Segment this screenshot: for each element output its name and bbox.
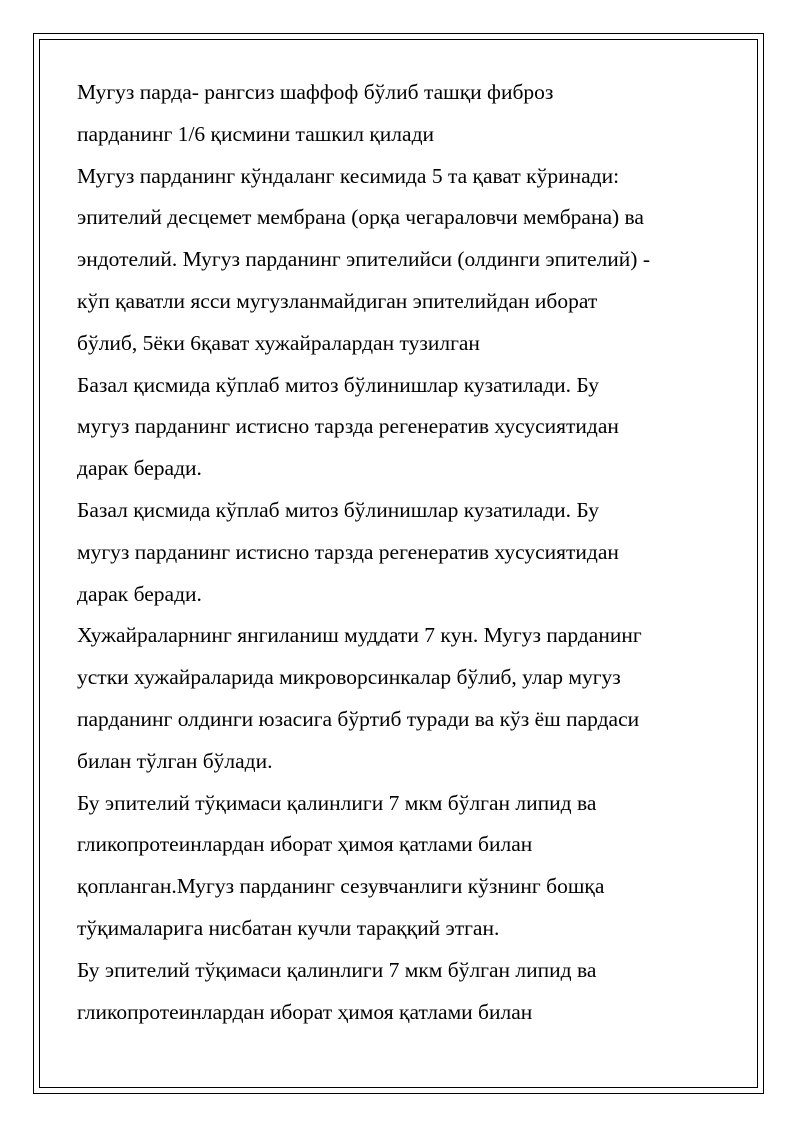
text-line: парданинг 1/6 қисмини ташкил қилади bbox=[77, 121, 435, 146]
text-line: дарак беради. bbox=[77, 456, 202, 481]
text-line: Мугуз парданинг кўндаланг кесимида 5 та қават кўринади: bbox=[77, 163, 620, 188]
text-line: бўлиб, 5ёки 6қават хужайралардан тузилган bbox=[77, 330, 480, 355]
text-line: мугуз парданинг истисно тарзда регенератив хусусиятидан bbox=[77, 414, 619, 439]
text-line: мугуз парданинг истисно тарзда регенератив хусусиятидан bbox=[77, 539, 619, 564]
text-line: эпителий десцемет мембрана (орқа чегараловчи мембрана) ва bbox=[77, 205, 644, 230]
text-line: Базал қисмида кўплаб митоз бўлинишлар кузатилади. Бу bbox=[77, 497, 599, 522]
text-line: устки хужайраларида микроворсинкалар бўлиб, улар мугуз bbox=[77, 665, 621, 690]
text-line: қопланган.Мугуз парданинг сезувчанлиги кўзнинг бошқа bbox=[77, 874, 605, 899]
text-line: Мугуз парда- рангсиз шаффоф бўлиб ташқи фиброз bbox=[77, 80, 554, 104]
text-line: билан тўлган бўлади. bbox=[77, 748, 273, 773]
text-line: гликопротеинлардан иборат ҳимоя қатлами билан bbox=[77, 832, 533, 857]
document-body bbox=[77, 72, 757, 1033]
text-line: гликопротеинлардан иборат ҳимоя қатлами билан bbox=[77, 999, 533, 1024]
text-line: дарак беради. bbox=[77, 581, 202, 606]
text-line: Бу эпителий тўқимаси қалинлиги 7 мкм бўлган липид ва bbox=[77, 790, 597, 815]
text-line: Хужайраларнинг янгиланиш муддати 7 кун. Мугуз парданинг bbox=[77, 623, 642, 648]
text-line: эндотелий. Мугуз парданинг эпителийси (олдинги эпителий) - bbox=[77, 247, 651, 272]
text-line: Бу эпителий тўқимаси қалинлиги 7 мкм бўлган липид ва bbox=[77, 957, 597, 982]
text-line: тўқималарига нисбатан кучли тараққий этган. bbox=[77, 915, 500, 940]
text-line: Базал қисмида кўплаб митоз бўлинишлар кузатилади. Бу bbox=[77, 372, 599, 397]
text-line: парданинг олдинги юзасига бўртиб туради ва кўз ёш пардаси bbox=[77, 706, 640, 731]
text-line: кўп қаватли ясси мугузланмайдиган эпителийдан иборат bbox=[77, 288, 598, 313]
